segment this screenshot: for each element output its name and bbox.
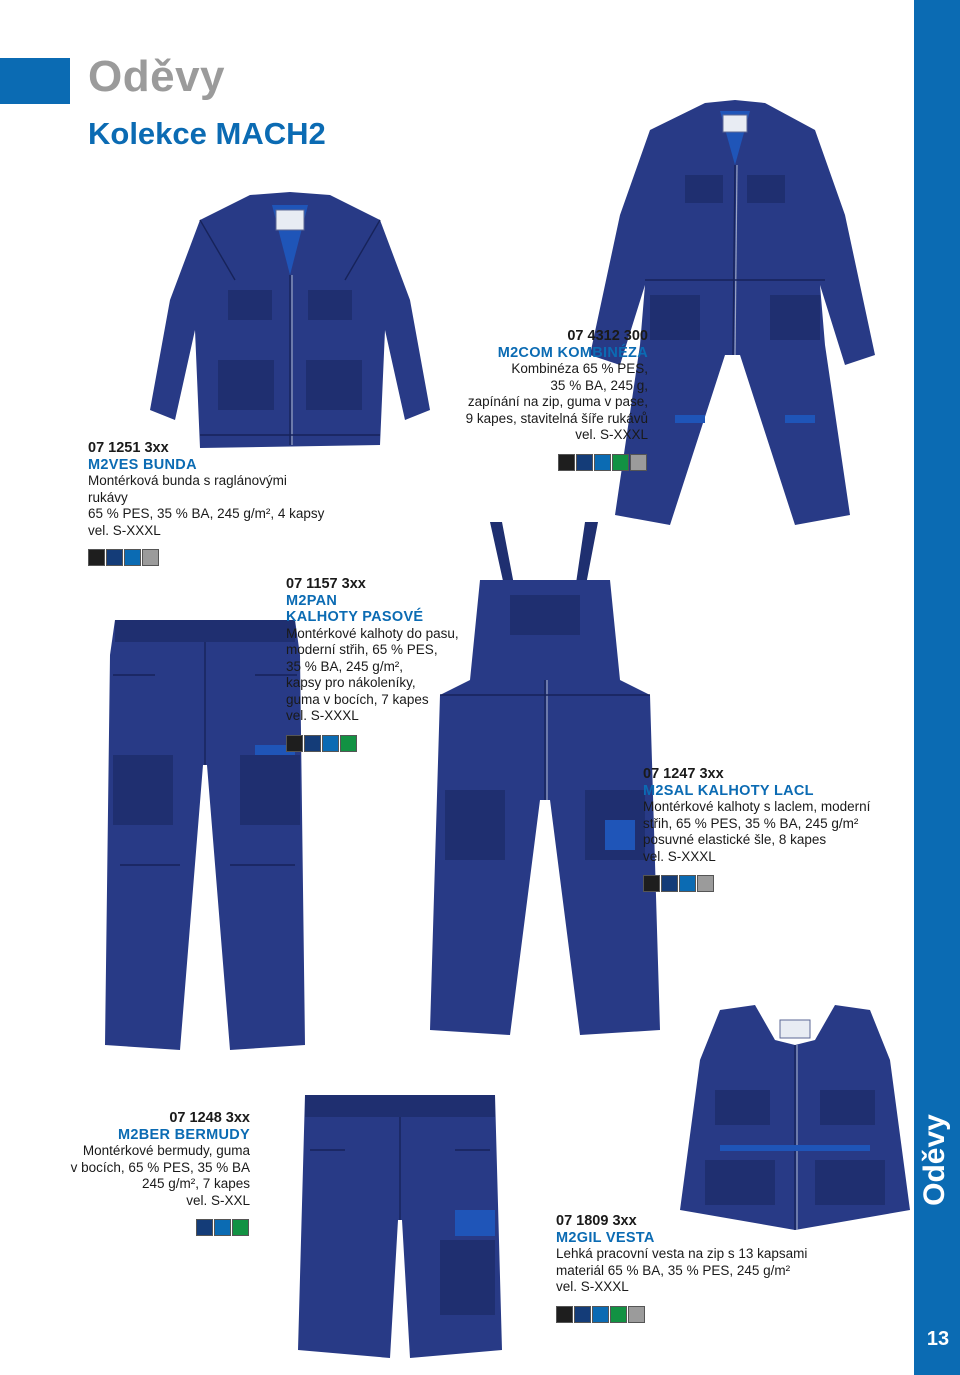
product-name: M2BER BERMUDY	[118, 1126, 250, 1143]
color-swatch	[661, 875, 678, 892]
product-desc-line: moderní střih, 65 % PES,	[286, 642, 438, 657]
color-swatches	[643, 875, 883, 892]
product-bermudy	[40, 1110, 250, 1236]
product-desc-line: 65 % PES, 35 % BA, 245 g/m², 4 kapsy	[88, 506, 325, 521]
color-swatch	[643, 875, 660, 892]
product-desc-line: Montérkové bermudy, guma	[82, 1143, 250, 1158]
product-size: vel. S-XXXL	[286, 708, 359, 723]
collection-title: Kolekce MACH2	[88, 116, 326, 151]
color-swatch	[592, 1306, 609, 1323]
product-desc-line: 9 kapes, stavitelná šíře rukávů	[465, 410, 648, 426]
color-swatch	[628, 1306, 645, 1323]
product-code: 07 1247 3xx	[643, 766, 724, 782]
product-code: 07 1809 3xx	[556, 1213, 637, 1229]
product-vesta	[556, 1213, 856, 1323]
shorts-image	[290, 1090, 510, 1370]
product-code: 07 4312 300	[567, 328, 648, 344]
color-swatch	[612, 454, 629, 471]
product-desc-line: Lehká pracovní vesta na zip s 13 kapsami	[556, 1246, 808, 1261]
color-swatches	[286, 735, 486, 752]
product-desc-line: Montérkové kalhoty s laclem, moderní	[643, 799, 871, 814]
product-desc-line: Montérkové kalhoty do pasu,	[286, 625, 459, 641]
color-swatches	[88, 549, 328, 566]
product-name: M2COM KOMBINÉZA	[497, 344, 648, 361]
color-swatch	[594, 454, 611, 471]
product-name: M2PAN	[286, 592, 338, 609]
color-swatch	[576, 454, 593, 471]
product-desc-line: Montérková bunda s raglánovými rukávy	[88, 473, 287, 505]
product-code: 07 1251 3xx	[88, 440, 169, 456]
color-swatch	[679, 875, 696, 892]
color-swatch	[630, 454, 647, 471]
product-desc-line: střih, 65 % PES, 35 % BA, 245 g/m²	[643, 815, 859, 831]
color-swatch	[106, 549, 123, 566]
product-desc-line: 35 % BA, 245 g/m²,	[286, 658, 404, 674]
color-swatch	[232, 1219, 249, 1236]
color-swatch	[304, 735, 321, 752]
product-kalhoty-pasove	[286, 576, 486, 752]
product-name: M2VES BUNDA	[88, 456, 197, 473]
color-swatch	[610, 1306, 627, 1323]
product-size: vel. S-XXL	[186, 1192, 250, 1208]
color-swatches	[556, 1306, 856, 1323]
product-size: vel. S-XXXL	[643, 848, 716, 864]
product-kalhoty-lacl	[643, 766, 883, 892]
product-code: 07 1157 3xx	[286, 576, 366, 592]
color-swatch	[142, 549, 159, 566]
product-desc-line: zapínání na zip, guma v pase,	[467, 394, 648, 409]
product-desc-line: 245 g/m², 7 kapes	[141, 1176, 250, 1191]
color-swatch	[124, 549, 141, 566]
color-swatch	[214, 1219, 231, 1236]
color-swatch	[574, 1306, 591, 1323]
product-kombineza	[438, 328, 648, 471]
page-number: 13	[926, 1328, 950, 1350]
color-swatches	[438, 454, 648, 471]
color-swatches	[40, 1219, 250, 1236]
color-swatch	[286, 735, 303, 752]
product-desc-line: kapsy pro nákoleníky,	[286, 675, 416, 690]
color-swatch	[196, 1219, 213, 1236]
product-size: vel. S-XXXL	[575, 427, 648, 442]
section-title: Oděvy	[88, 52, 226, 101]
product-code: 07 1248 3xx	[169, 1110, 250, 1126]
product-size: vel. S-XXXL	[88, 522, 161, 538]
product-desc-line: materiál 65 % BA, 35 % PES, 245 g/m²	[556, 1262, 791, 1278]
color-swatch	[558, 454, 575, 471]
product-desc-line: posuvné elastické šle, 8 kapes	[643, 832, 827, 847]
color-swatch	[88, 549, 105, 566]
color-swatch	[340, 735, 357, 752]
product-size: vel. S-XXXL	[556, 1279, 629, 1294]
color-swatch	[322, 735, 339, 752]
side-tab-label: Oděvy	[918, 1114, 951, 1206]
product-name: KALHOTY PASOVÉ	[286, 609, 424, 625]
product-name: M2SAL KALHOTY LACL	[643, 782, 814, 799]
header-accent-bar	[0, 58, 70, 104]
product-desc-line: guma v bocích, 7 kapes	[286, 691, 429, 707]
jacket-image	[140, 180, 440, 470]
product-desc-line: 35 % BA, 245 g,	[550, 377, 648, 393]
vest-image	[660, 1000, 930, 1240]
product-bunda	[88, 440, 328, 566]
color-swatch	[697, 875, 714, 892]
product-desc-line: Kombinéza 65 % PES,	[511, 361, 648, 376]
color-swatch	[556, 1306, 573, 1323]
trousers-image	[95, 615, 315, 1055]
product-name: M2GIL VESTA	[556, 1229, 655, 1246]
product-desc-line: v bocích, 65 % PES, 35 % BA	[70, 1159, 250, 1175]
